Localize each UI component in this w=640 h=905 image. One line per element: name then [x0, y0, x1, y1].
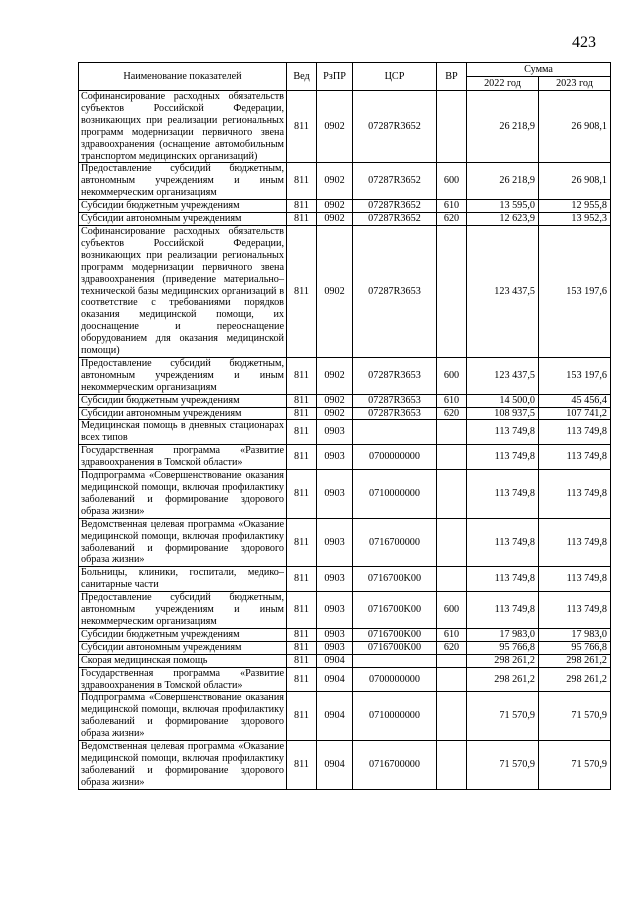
row-ved: 811 [287, 667, 317, 692]
table-row [79, 420, 611, 445]
row-ved: 811 [287, 407, 317, 420]
row-csr: 0710000000 [353, 692, 437, 741]
row-rzpr: 0903 [317, 470, 353, 519]
table-row [79, 518, 611, 567]
table-row [79, 567, 611, 592]
header-2023: 2023 год [539, 77, 611, 91]
row-csr: 0716700000 [353, 518, 437, 567]
row-sum-2022: 26 218,9 [467, 163, 539, 200]
row-csr: 07287R3653 [353, 394, 437, 407]
row-sum-2023: 298 261,2 [539, 667, 611, 692]
row-vr: 620 [437, 213, 467, 226]
row-ved: 811 [287, 628, 317, 641]
row-sum-2022: 113 749,8 [467, 470, 539, 519]
row-csr: 0716700000 [353, 741, 437, 790]
row-csr: 0710000000 [353, 470, 437, 519]
row-sum-2022: 123 437,5 [467, 225, 539, 357]
table-row [79, 225, 611, 357]
row-sum-2022: 113 749,8 [467, 592, 539, 629]
table-row [79, 592, 611, 629]
row-name: Субсидии бюджетным учреждениям [79, 200, 287, 213]
row-name: Субсидии автономным учреждениям [79, 213, 287, 226]
row-csr [353, 654, 437, 667]
row-vr: 600 [437, 592, 467, 629]
row-sum-2023: 71 570,9 [539, 741, 611, 790]
row-rzpr: 0904 [317, 692, 353, 741]
row-sum-2022: 17 983,0 [467, 628, 539, 641]
row-name: Субсидии бюджетным учреждениям [79, 394, 287, 407]
row-ved: 811 [287, 91, 317, 163]
row-rzpr: 0904 [317, 741, 353, 790]
row-rzpr: 0903 [317, 641, 353, 654]
row-ved: 811 [287, 567, 317, 592]
table-row [79, 200, 611, 213]
table-row [79, 91, 611, 163]
row-name: Субсидии бюджетным учреждениям [79, 628, 287, 641]
row-vr [437, 445, 467, 470]
row-sum-2023: 26 908,1 [539, 91, 611, 163]
table-row [79, 692, 611, 741]
row-name: Предоставление субсидий бюджетным, автономным учреждениям и иным некоммерческим организациям [79, 357, 287, 394]
row-ved: 811 [287, 641, 317, 654]
row-sum-2022: 71 570,9 [467, 741, 539, 790]
row-sum-2022: 26 218,9 [467, 91, 539, 163]
row-ved: 811 [287, 394, 317, 407]
table-row [79, 667, 611, 692]
row-sum-2022: 95 766,8 [467, 641, 539, 654]
row-name: Подпрограмма «Совершенствование оказания медицинской помощи, включая профилактику заболеваний и формирование здорового образа жизни» [79, 470, 287, 519]
row-csr: 0716700K00 [353, 641, 437, 654]
row-ved: 811 [287, 445, 317, 470]
row-name: Ведомственная целевая программа «Оказание медицинской помощи, включая профилактику заболеваний и формирование здорового образа жизни» [79, 741, 287, 790]
table-row [79, 470, 611, 519]
row-sum-2022: 123 437,5 [467, 357, 539, 394]
row-sum-2022: 13 595,0 [467, 200, 539, 213]
row-rzpr: 0903 [317, 567, 353, 592]
row-name: Подпрограмма «Совершенствование оказания медицинской помощи, включая профилактику заболеваний и формирование здорового образа жизни» [79, 692, 287, 741]
row-name: Медицинская помощь в дневных стационарах всех типов [79, 420, 287, 445]
row-csr: 0700000000 [353, 667, 437, 692]
row-csr: 07287R3653 [353, 407, 437, 420]
row-rzpr: 0904 [317, 667, 353, 692]
row-sum-2023: 113 749,8 [539, 592, 611, 629]
row-name: Государственная программа «Развитие здравоохранения в Томской области» [79, 445, 287, 470]
header-sum: Сумма [467, 63, 611, 77]
table-row [79, 213, 611, 226]
budget-table [78, 62, 611, 790]
row-name: Ведомственная целевая программа «Оказание медицинской помощи, включая профилактику заболеваний и формирование здорового образа жизни» [79, 518, 287, 567]
row-name: Субсидии автономным учреждениям [79, 407, 287, 420]
row-rzpr: 0902 [317, 163, 353, 200]
row-sum-2023: 12 955,8 [539, 200, 611, 213]
row-rzpr: 0902 [317, 407, 353, 420]
row-vr [437, 654, 467, 667]
row-name: Больницы, клиники, госпитали, медико–санитарные части [79, 567, 287, 592]
row-csr: 0700000000 [353, 445, 437, 470]
row-sum-2022: 113 749,8 [467, 518, 539, 567]
row-vr [437, 225, 467, 357]
row-vr: 620 [437, 641, 467, 654]
row-sum-2023: 113 749,8 [539, 567, 611, 592]
row-rzpr: 0903 [317, 592, 353, 629]
row-sum-2023: 153 197,6 [539, 357, 611, 394]
table-row [79, 641, 611, 654]
header-vr: ВР [437, 63, 467, 91]
row-vr: 600 [437, 357, 467, 394]
row-rzpr: 0902 [317, 357, 353, 394]
row-rzpr: 0904 [317, 654, 353, 667]
row-sum-2023: 71 570,9 [539, 692, 611, 741]
row-ved: 811 [287, 420, 317, 445]
row-ved: 811 [287, 357, 317, 394]
row-sum-2023: 13 952,3 [539, 213, 611, 226]
row-ved: 811 [287, 654, 317, 667]
row-sum-2023: 107 741,2 [539, 407, 611, 420]
row-csr: 07287R3652 [353, 163, 437, 200]
row-sum-2023: 113 749,8 [539, 420, 611, 445]
table-row [79, 163, 611, 200]
row-ved: 811 [287, 692, 317, 741]
row-sum-2023: 45 456,4 [539, 394, 611, 407]
row-sum-2023: 113 749,8 [539, 445, 611, 470]
table-row [79, 394, 611, 407]
row-vr [437, 91, 467, 163]
row-ved: 811 [287, 470, 317, 519]
row-vr [437, 567, 467, 592]
row-vr [437, 420, 467, 445]
row-csr: 0716700K00 [353, 567, 437, 592]
header-ved: Вед [287, 63, 317, 91]
row-csr [353, 420, 437, 445]
row-sum-2022: 12 623,9 [467, 213, 539, 226]
row-csr: 07287R3652 [353, 213, 437, 226]
row-vr: 610 [437, 200, 467, 213]
row-sum-2022: 71 570,9 [467, 692, 539, 741]
row-sum-2023: 26 908,1 [539, 163, 611, 200]
row-name: Предоставление субсидий бюджетным, автономным учреждениям и иным некоммерческим организациям [79, 592, 287, 629]
row-vr: 600 [437, 163, 467, 200]
row-csr: 07287R3653 [353, 225, 437, 357]
row-ved: 811 [287, 518, 317, 567]
row-vr [437, 667, 467, 692]
row-name: Государственная программа «Развитие здравоохранения в Томской области» [79, 667, 287, 692]
row-sum-2022: 113 749,8 [467, 420, 539, 445]
row-name: Софинансирование расходных обязательств субъектов Российской Федерации, возникающих при реализации региональных программ модернизации первичного звена здравоохранения (оснащение автомобильным транспортом медицинских организаций) [79, 91, 287, 163]
table-row [79, 741, 611, 790]
row-sum-2022: 14 500,0 [467, 394, 539, 407]
row-vr: 610 [437, 628, 467, 641]
table-row [79, 628, 611, 641]
header-rzpr: РзПР [317, 63, 353, 91]
row-vr [437, 518, 467, 567]
row-sum-2023: 298 261,2 [539, 654, 611, 667]
row-rzpr: 0902 [317, 225, 353, 357]
row-rzpr: 0903 [317, 420, 353, 445]
table-row [79, 357, 611, 394]
row-sum-2022: 298 261,2 [467, 654, 539, 667]
row-sum-2022: 113 749,8 [467, 567, 539, 592]
row-ved: 811 [287, 163, 317, 200]
row-csr: 07287R3652 [353, 91, 437, 163]
table-row [79, 445, 611, 470]
row-ved: 811 [287, 741, 317, 790]
table-row [79, 654, 611, 667]
row-rzpr: 0902 [317, 91, 353, 163]
row-rzpr: 0902 [317, 200, 353, 213]
row-vr [437, 692, 467, 741]
row-sum-2023: 113 749,8 [539, 470, 611, 519]
row-vr [437, 741, 467, 790]
row-csr: 0716700K00 [353, 592, 437, 629]
row-sum-2023: 95 766,8 [539, 641, 611, 654]
table-body [79, 91, 611, 790]
row-rzpr: 0903 [317, 628, 353, 641]
row-name: Софинансирование расходных обязательств субъектов Российской Федерации, возникающих при реализации региональных программ модернизации первичного звена здравоохранения (приведение материально–технической базы медицинских организаций в соответствие с требованиями порядков оказания медицинской помощи, их дооснащение и переоснащение оборудованием для оказания медицинской помощи) [79, 225, 287, 357]
row-rzpr: 0903 [317, 518, 353, 567]
row-ved: 811 [287, 225, 317, 357]
row-csr: 0716700K00 [353, 628, 437, 641]
row-rzpr: 0903 [317, 445, 353, 470]
row-ved: 811 [287, 213, 317, 226]
row-sum-2022: 298 261,2 [467, 667, 539, 692]
row-sum-2022: 113 749,8 [467, 445, 539, 470]
table-row [79, 407, 611, 420]
row-ved: 811 [287, 592, 317, 629]
row-sum-2023: 113 749,8 [539, 518, 611, 567]
header-2022: 2022 год [467, 77, 539, 91]
row-vr: 620 [437, 407, 467, 420]
row-name: Скорая медицинская помощь [79, 654, 287, 667]
row-csr: 07287R3652 [353, 200, 437, 213]
header-name: Наименование показателей [79, 63, 287, 91]
row-rzpr: 0902 [317, 394, 353, 407]
header-csr: ЦСР [353, 63, 437, 91]
row-ved: 811 [287, 200, 317, 213]
row-vr: 610 [437, 394, 467, 407]
row-vr [437, 470, 467, 519]
row-name: Предоставление субсидий бюджетным, автономным учреждениям и иным некоммерческим организациям [79, 163, 287, 200]
page-number: 423 [572, 34, 596, 51]
row-name: Субсидии автономным учреждениям [79, 641, 287, 654]
row-rzpr: 0902 [317, 213, 353, 226]
row-sum-2023: 153 197,6 [539, 225, 611, 357]
row-sum-2023: 17 983,0 [539, 628, 611, 641]
row-sum-2022: 108 937,5 [467, 407, 539, 420]
row-csr: 07287R3653 [353, 357, 437, 394]
